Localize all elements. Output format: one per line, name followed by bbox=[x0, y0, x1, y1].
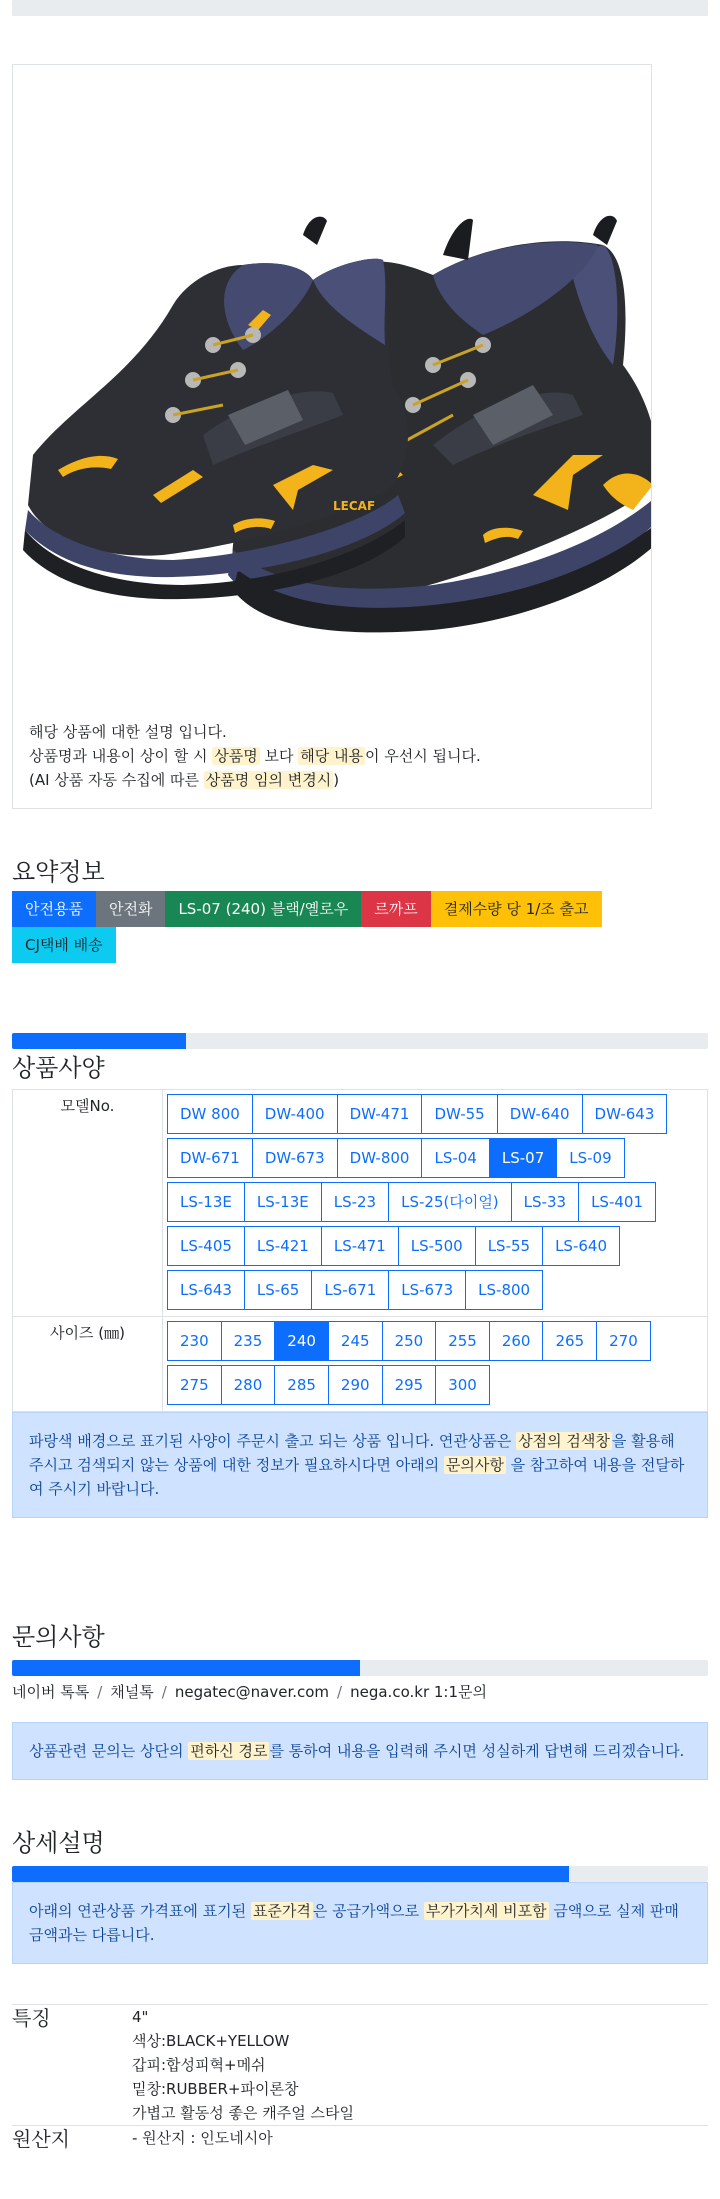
origin-label: 원산지 bbox=[12, 2126, 132, 2153]
spec-row-size bbox=[13, 1317, 708, 1412]
spec-table bbox=[12, 1089, 708, 1412]
origin-row bbox=[12, 2126, 708, 2153]
detail-notice bbox=[12, 1882, 708, 1964]
desc-line-2-b: 보다 bbox=[259, 747, 299, 765]
model-option[interactable]: LS-25(다이얼) bbox=[388, 1182, 512, 1222]
badge-product-name: LS-07 (240) 블랙/옐로우 bbox=[165, 891, 361, 927]
spec-notice-a: 파랑색 배경으로 표기된 사양이 주문시 출고 되는 상품 입니다. 연관상품은 bbox=[29, 1432, 517, 1450]
desc-line-2 bbox=[29, 744, 481, 768]
channel-separator: / bbox=[337, 1683, 343, 1701]
model-option[interactable]: LS-671 bbox=[311, 1270, 389, 1310]
detail-notice-c: 금액으로 실제 판매금액과는 다릅니다. bbox=[29, 1902, 679, 1944]
channel-separator: / bbox=[161, 1683, 167, 1701]
feature-row bbox=[12, 2005, 708, 2126]
model-option[interactable]: DW-640 bbox=[497, 1094, 583, 1134]
size-option-row bbox=[167, 1365, 490, 1407]
summary-title: 요약정보 bbox=[12, 858, 105, 886]
channel-channeltalk[interactable]: 채널톡 bbox=[110, 1683, 154, 1701]
badge-shipping: CJ택배 배송 bbox=[12, 927, 116, 963]
model-option[interactable]: DW-671 bbox=[167, 1138, 253, 1178]
spec-row-model bbox=[13, 1090, 708, 1317]
size-option[interactable]: 295 bbox=[382, 1365, 437, 1405]
desc-line-2-a: 상품명과 내용이 상이 할 시 bbox=[29, 747, 213, 765]
desc-highlight-rename: 상품명 임의 변경시 bbox=[205, 771, 332, 789]
size-option-row bbox=[167, 1321, 651, 1363]
model-option[interactable]: DW-471 bbox=[337, 1094, 423, 1134]
size-option[interactable]: 230 bbox=[167, 1321, 222, 1361]
size-label: 사이즈 (㎜) bbox=[13, 1317, 163, 1412]
model-option[interactable]: LS-500 bbox=[398, 1226, 476, 1266]
inquiry-channels bbox=[12, 1680, 708, 1704]
origin-value: - 원산지 : 인도네시아 bbox=[132, 2126, 708, 2153]
model-option[interactable]: LS-07 bbox=[489, 1138, 557, 1178]
size-option[interactable]: 275 bbox=[167, 1365, 222, 1405]
inquiry-notice-highlight: 편하신 경로 bbox=[190, 1742, 268, 1760]
product-image bbox=[13, 165, 651, 685]
spec-progress bbox=[12, 1033, 708, 1049]
desc-line-3 bbox=[29, 768, 481, 792]
model-option[interactable]: DW-55 bbox=[421, 1094, 497, 1134]
model-option-row bbox=[167, 1270, 543, 1312]
size-option[interactable]: 290 bbox=[328, 1365, 383, 1405]
channel-email[interactable]: negatec@naver.com bbox=[174, 1683, 330, 1701]
model-option[interactable]: DW-800 bbox=[337, 1138, 423, 1178]
detail-title: 상세설명 bbox=[12, 1829, 105, 1857]
desc-highlight-product-name: 상품명 bbox=[214, 747, 258, 765]
model-options-cell bbox=[163, 1090, 708, 1317]
left-shoe bbox=[23, 217, 408, 600]
model-option[interactable]: LS-471 bbox=[321, 1226, 399, 1266]
spec-notice-b: 을 활용해 주시고 검색되지 않는 상품에 대한 정보가 필요하시다면 아래의 bbox=[29, 1432, 675, 1474]
model-option[interactable]: LS-405 bbox=[167, 1226, 245, 1266]
detail-progress bbox=[12, 1866, 708, 1882]
size-option[interactable]: 265 bbox=[542, 1321, 597, 1361]
model-option[interactable]: LS-643 bbox=[167, 1270, 245, 1310]
model-options bbox=[167, 1094, 707, 1316]
model-option[interactable]: LS-09 bbox=[556, 1138, 624, 1178]
feature-line: 밑창:RUBBER+파이론창 bbox=[132, 2080, 299, 2098]
channel-separator: / bbox=[97, 1683, 103, 1701]
size-option[interactable]: 260 bbox=[489, 1321, 544, 1361]
model-option[interactable]: LS-640 bbox=[542, 1226, 620, 1266]
model-label: 모델No. bbox=[13, 1090, 163, 1317]
size-option[interactable]: 300 bbox=[435, 1365, 490, 1405]
feature-table bbox=[12, 2004, 708, 2152]
size-options-cell bbox=[163, 1317, 708, 1412]
model-option-row bbox=[167, 1094, 667, 1136]
spec-progress-fill bbox=[12, 1033, 186, 1049]
model-option[interactable]: DW-400 bbox=[252, 1094, 338, 1134]
spec-notice-search: 상점의 검색창 bbox=[518, 1432, 610, 1450]
desc-line-3-a: (AI 상품 자동 수집에 따른 bbox=[29, 771, 204, 789]
detail-notice-a: 아래의 연관상품 가격표에 표기된 bbox=[29, 1902, 251, 1920]
model-option[interactable]: LS-23 bbox=[321, 1182, 389, 1222]
spec-notice bbox=[12, 1412, 708, 1518]
size-option[interactable]: 245 bbox=[328, 1321, 383, 1361]
spec-notice-c: 을 참고하여 내용을 전달하여 주시기 바랍니다. bbox=[29, 1456, 685, 1498]
size-option[interactable]: 270 bbox=[596, 1321, 651, 1361]
badge-quantity: 결제수량 당 1/조 출고 bbox=[431, 891, 602, 927]
model-option[interactable]: LS-55 bbox=[475, 1226, 543, 1266]
desc-line-1: 해당 상품에 대한 설명 입니다. bbox=[29, 723, 227, 741]
feature-label: 특징 bbox=[12, 2005, 132, 2126]
inquiry-notice-a: 상품관련 문의는 상단의 bbox=[29, 1742, 189, 1760]
size-option[interactable]: 285 bbox=[274, 1365, 329, 1405]
desc-line-2-c: 이 우선시 됩니다. bbox=[364, 747, 481, 765]
size-option[interactable]: 240 bbox=[274, 1321, 329, 1361]
size-option[interactable]: 255 bbox=[435, 1321, 490, 1361]
desc-line-3-b: ) bbox=[333, 771, 340, 789]
channel-naver-talk[interactable]: 네이버 톡톡 bbox=[12, 1683, 90, 1701]
model-option[interactable]: LS-421 bbox=[244, 1226, 322, 1266]
desc-highlight-content: 해당 내용 bbox=[300, 747, 363, 765]
spec-title: 상품사양 bbox=[12, 1054, 105, 1082]
feature-line: 4" bbox=[132, 2008, 149, 2026]
spec-notice-inquiry: 문의사항 bbox=[445, 1456, 504, 1474]
inquiry-title: 문의사항 bbox=[12, 1623, 105, 1651]
badge-brand: 르까프 bbox=[361, 891, 430, 927]
product-card bbox=[12, 64, 652, 809]
model-option[interactable]: LS-33 bbox=[511, 1182, 579, 1222]
shoe-logo-text: LECAF bbox=[333, 499, 376, 513]
feature-values bbox=[132, 2005, 708, 2126]
badge-category: 안전용품 bbox=[12, 891, 96, 927]
inquiry-progress bbox=[12, 1660, 708, 1676]
model-option[interactable]: LS-401 bbox=[578, 1182, 656, 1222]
detail-notice-vat: 부가가치세 비포함 bbox=[425, 1902, 547, 1920]
model-option[interactable]: DW-673 bbox=[252, 1138, 338, 1178]
model-option[interactable]: LS-13E bbox=[167, 1182, 245, 1222]
model-option[interactable]: LS-673 bbox=[388, 1270, 466, 1310]
model-option[interactable]: LS-04 bbox=[421, 1138, 489, 1178]
badge-subcategory: 안전화 bbox=[96, 891, 165, 927]
inquiry-progress-fill bbox=[12, 1660, 360, 1676]
size-option[interactable]: 235 bbox=[221, 1321, 276, 1361]
model-option[interactable]: LS-13E bbox=[244, 1182, 322, 1222]
detail-notice-b: 은 공급가액으로 bbox=[312, 1902, 424, 1920]
model-option[interactable]: LS-800 bbox=[465, 1270, 543, 1310]
model-option-row bbox=[167, 1226, 620, 1268]
inquiry-notice-b: 를 통하여 내용을 입력해 주시면 성실하게 답변해 드리겠습니다. bbox=[269, 1742, 685, 1760]
model-option[interactable]: DW 800 bbox=[167, 1094, 253, 1134]
model-option-row bbox=[167, 1138, 625, 1180]
size-option[interactable]: 250 bbox=[382, 1321, 437, 1361]
top-progress-bar bbox=[12, 0, 708, 16]
detail-notice-standard-price: 표준가격 bbox=[252, 1902, 311, 1920]
feature-line: 색상:BLACK+YELLOW bbox=[132, 2032, 290, 2050]
size-options bbox=[167, 1321, 707, 1411]
detail-progress-fill bbox=[12, 1866, 569, 1882]
model-option[interactable]: LS-65 bbox=[244, 1270, 312, 1310]
model-option-row bbox=[167, 1182, 656, 1224]
channel-website-inquiry[interactable]: nega.co.kr 1:1문의 bbox=[350, 1683, 487, 1701]
size-option[interactable]: 280 bbox=[221, 1365, 276, 1405]
model-option[interactable]: DW-643 bbox=[582, 1094, 668, 1134]
product-description bbox=[29, 720, 481, 792]
feature-line: 갑피:합성피혁+메쉬 bbox=[132, 2056, 266, 2074]
inquiry-notice bbox=[12, 1722, 708, 1780]
summary-badges bbox=[12, 891, 652, 963]
feature-line: 가볍고 활동성 좋은 캐주얼 스타일 bbox=[132, 2104, 354, 2122]
